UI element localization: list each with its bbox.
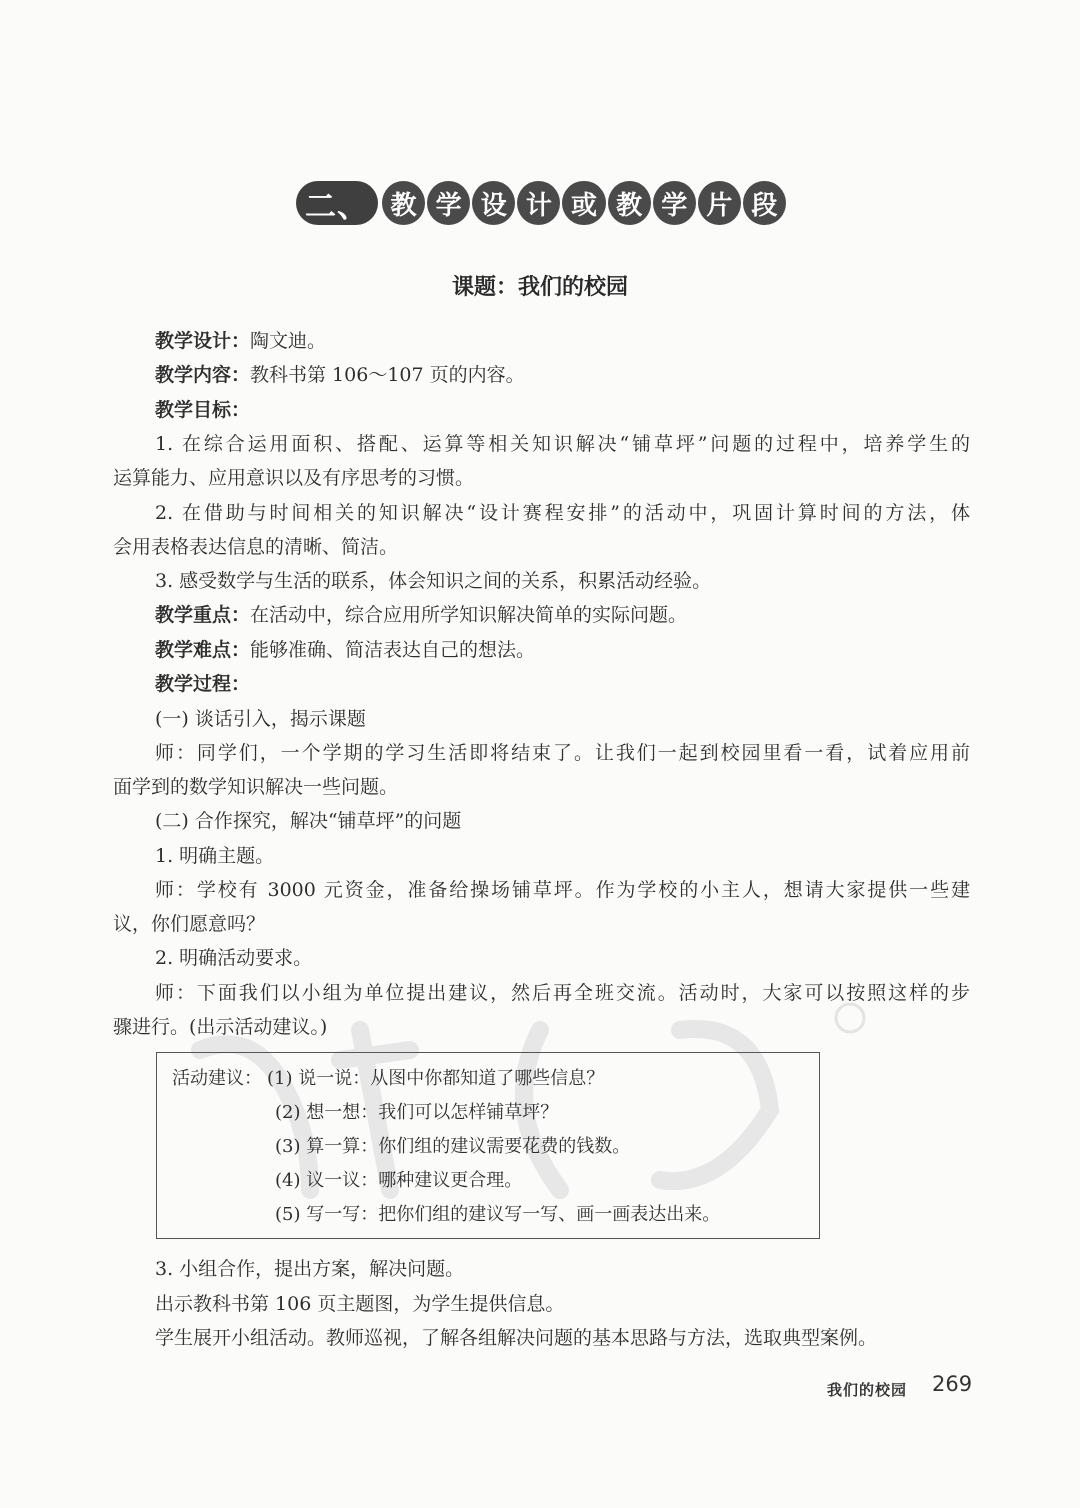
section-banner [296,178,786,228]
goals-label: 教学目标： [155,399,251,421]
banner-char: 片 [698,181,741,225]
section-2-heading: (二) 合作探究，解决“铺草坪”的问题 [155,810,462,832]
banner-char: 学 [653,181,696,225]
banner-char: 设 [472,181,515,225]
step-2-line-2: 骤进行。(出示活动建议。) [113,1016,328,1038]
difficulty-value: 能够准确、简洁表达自己的想法。 [250,639,536,661]
step-2: 2. 明确活动要求。 [155,947,313,969]
content-label: 教学内容： [155,364,251,386]
lesson-title: 课题：我们的校园 [451,275,628,300]
suggestion-item: (5) 写一写：把你们组的建议写一写、画一画表达出来。 [275,1204,721,1225]
content-line [155,361,525,389]
difficulty-line [155,636,535,664]
footer-title: 我们的校园 [827,1381,908,1399]
goal-1-line-2: 运算能力、应用意识以及有序思考的习惯。 [113,467,475,489]
suggestion-item: (4) 议一议：哪种建议更合理。 [275,1170,523,1191]
designer-value: 陶文迪。 [250,330,327,352]
banner-char: 学 [427,181,470,225]
key-point-line [155,601,687,629]
designer-line [155,327,326,355]
suggestion-item: (1) 说一说：从图中你都知道了哪些信息？ [267,1068,605,1089]
content-value: 教科书第 106～107 页的内容。 [250,364,525,386]
banner-char: 教 [382,181,425,225]
process-label: 教学过程： [155,673,251,695]
designer-label: 教学设计： [155,330,251,352]
suggestion-item: (3) 算一算：你们组的建议需要花费的钱数。 [275,1136,631,1157]
difficulty-label: 教学难点： [155,639,251,661]
suggestion-label: 活动建议： [172,1068,262,1089]
after-box-line-a: 出示教科书第 106 页主题图，为学生提供信息。 [155,1293,565,1315]
step-2-line-1: 师：下面我们以小组为单位提出建议，然后再全班交流。活动时，大家可以按照这样的步 [155,982,970,1004]
goal-2-line-1: 2. 在借助与时间相关的知识解决“设计赛程安排”的活动中，巩固计算时间的方法，体 [155,502,970,524]
banner-char: 计 [517,181,560,225]
banner-lead: 二、 [296,181,378,225]
after-box-line-b: 学生展开小组活动。教师巡视，了解各组解决问题的基本思路与方法，选取典型案例。 [155,1327,878,1349]
banner-char: 段 [743,181,786,225]
suggestion-item: (2) 想一想：我们可以怎样铺草坪？ [275,1102,559,1123]
step-1-line-1: 师：学校有 3000 元资金，准备给操场铺草坪。作为学校的小主人，想请大家提供一些建 [155,879,970,901]
step-1: 1. 明确主题。 [155,845,275,867]
section-1-heading: (一) 谈话引入，揭示课题 [155,708,366,730]
banner-char: 教 [608,181,651,225]
step-1-line-2: 议，你们愿意吗？ [113,913,266,935]
key-point-label: 教学重点： [155,604,251,626]
goal-3: 3. 感受数学与生活的联系，体会知识之间的关系，积累活动经验。 [155,570,712,592]
section-1-line-2: 面学到的数学知识解决一些问题。 [113,776,399,798]
key-point-value: 在活动中，综合应用所学知识解决简单的实际问题。 [250,604,688,626]
goal-1-line-1: 1. 在综合运用面积、搭配、运算等相关知识解决“铺草坪”问题的过程中，培养学生的 [155,433,970,455]
activity-suggestion-box [156,1052,820,1239]
step-3: 3. 小组合作，提出方案，解决问题。 [155,1258,465,1280]
page-number: 269 [932,1372,973,1396]
banner-char: 或 [562,181,605,225]
goal-2-line-2: 会用表格表达信息的清晰、简洁。 [113,536,399,558]
section-1-line-1: 师：同学们，一个学期的学习生活即将结束了。让我们一起到校园里看一看，试着应用前 [155,742,970,764]
